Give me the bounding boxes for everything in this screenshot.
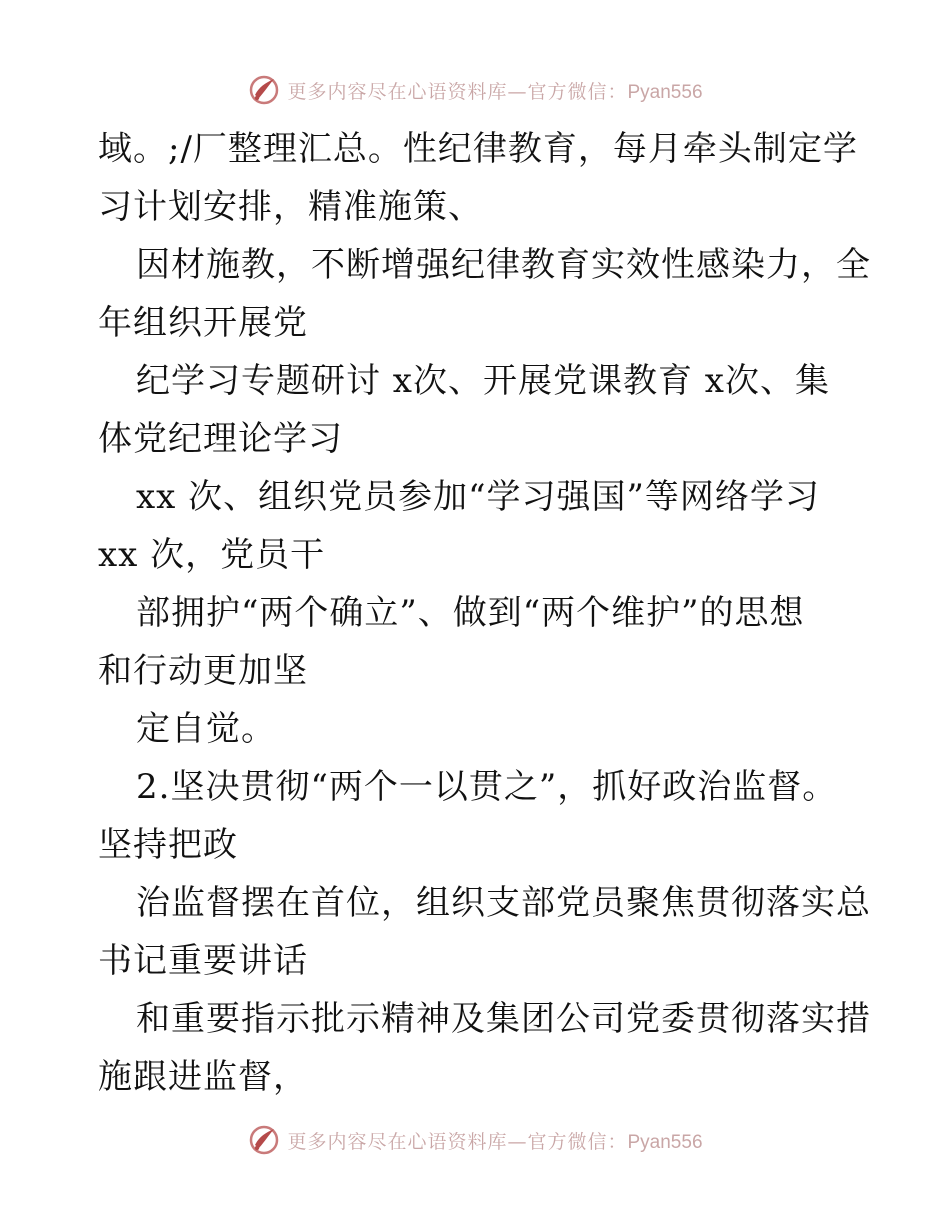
text-line: 定自觉。 [136, 709, 276, 749]
text-line: 和重要指示批示精神及集团公司党委贯彻落实措 [136, 999, 871, 1039]
text-line: 因材施教，不断增强纪律教育实效性感染力，全 [136, 245, 871, 285]
text-line: 治监督摆在首位，组织支部党员聚焦贯彻落实总 [136, 883, 871, 923]
text-line: xx 次、组织党员参加“学习强国”等网络学习 [136, 477, 820, 517]
text-line: 部拥护“两个确立”、做到“两个维护”的思想 [136, 593, 805, 633]
text-line: 书记重要讲话 [98, 941, 308, 981]
text-line: 施跟进监督， [98, 1057, 308, 1097]
text-line: 习计划安排，精准施策、 [98, 187, 483, 227]
footer-watermark [0, 1120, 950, 1160]
text-line: 和行动更加坚 [98, 651, 308, 691]
header-watermark [0, 70, 950, 110]
text-line: 年组织开展党 [98, 303, 308, 343]
text-line: 坚持把政 [98, 825, 238, 865]
text-line: xx 次，党员干 [98, 535, 326, 575]
text-line: 2.坚决贯彻“两个一以贯之”，抓好政治监督。 [136, 767, 838, 807]
watermark-text: 更多内容尽在心语资料库—官方微信：Pyan556 [287, 1130, 703, 1153]
text-line: 域。;/厂整理汇总。性纪律教育，每月牵头制定学 [98, 129, 858, 169]
watermark-text: 更多内容尽在心语资料库—官方微信：Pyan556 [287, 80, 703, 103]
brush-logo-icon [247, 73, 281, 107]
document-body [98, 120, 871, 1106]
text-line: 纪学习专题研讨 x次、开展党课教育 x次、集 [136, 361, 830, 401]
text-line: 体党纪理论学习 [98, 419, 343, 459]
brush-logo-icon [247, 1123, 281, 1157]
